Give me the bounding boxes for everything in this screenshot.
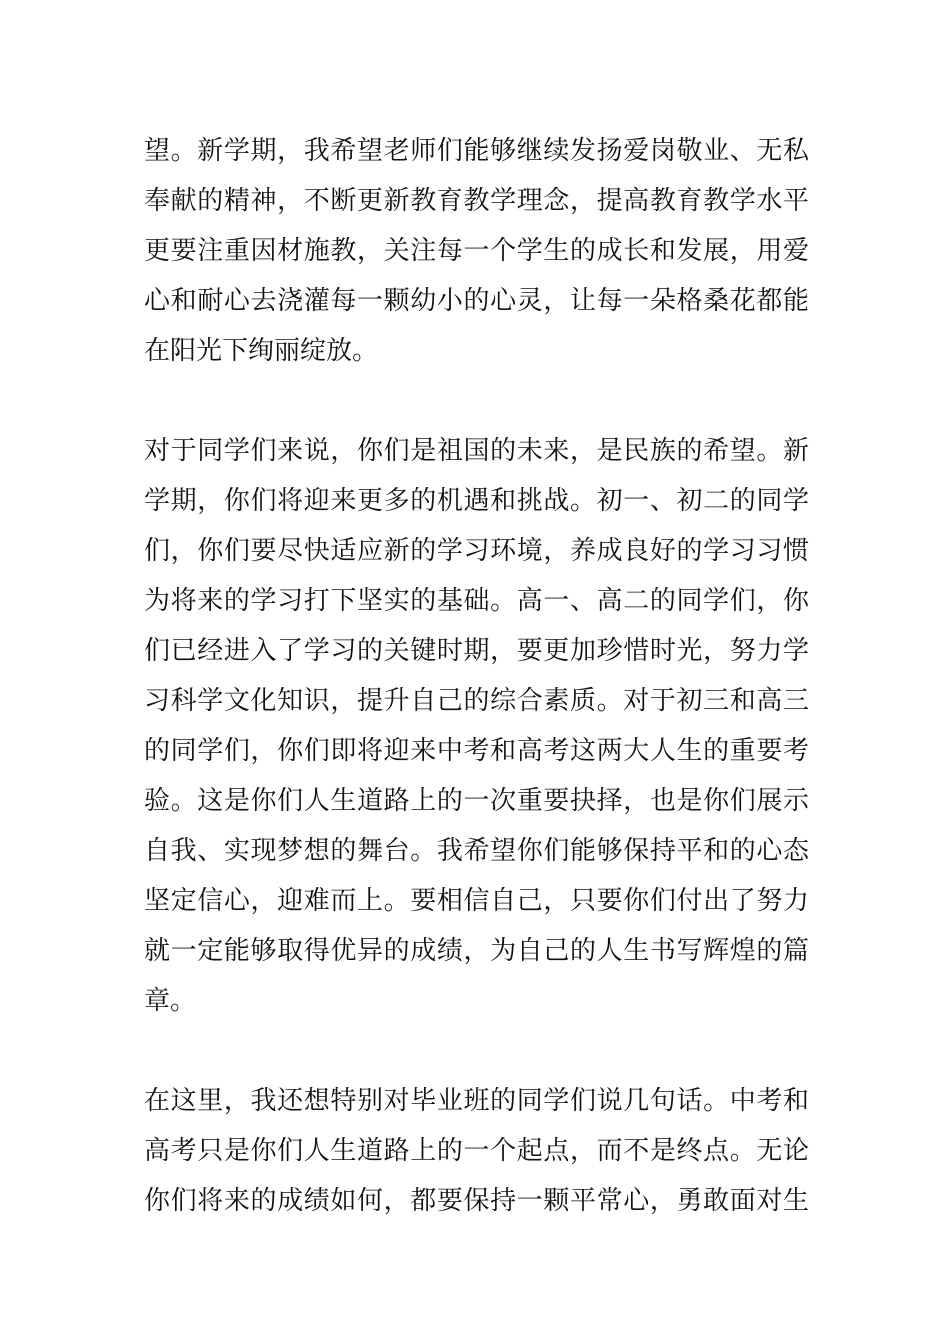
text-line: 在这里，我还想特别对毕业班的同学们说几句话。中考和 (144, 1086, 809, 1116)
paragraph-1 (144, 126, 809, 376)
text-line: 们已经进入了学习的关键时期，要更加珍惜时光，努力学 (144, 636, 809, 666)
paragraph-spacer (144, 376, 809, 426)
text-line: 心和耐心去浇灌每一颗幼小的心灵，让每一朵格桑花都能 (144, 286, 809, 316)
text-line: 对于同学们来说，你们是祖国的未来，是民族的希望。新 (144, 436, 809, 466)
text-line: 自我、实现梦想的舞台。我希望你们能够保持平和的心态 (144, 836, 809, 866)
text-line: 坚定信心，迎难而上。要相信自己，只要你们付出了努力 (144, 886, 809, 916)
paragraph-spacer (144, 1026, 809, 1076)
text-line: 望。新学期，我希望老师们能够继续发扬爱岗敬业、无私 (144, 136, 809, 166)
text-line: 高考只是你们人生道路上的一个起点，而不是终点。无论 (144, 1136, 809, 1166)
text-line: 就一定能够取得优异的成绩，为自己的人生书写辉煌的篇 (144, 936, 809, 966)
text-line: 奉献的精神，不断更新教育教学理念，提高教育教学水平 (144, 186, 809, 216)
text-line: 你们将来的成绩如何，都要保持一颗平常心，勇敢面对生 (144, 1186, 809, 1216)
paragraph-2 (144, 426, 809, 1026)
text-line: 验。这是你们人生道路上的一次重要抉择，也是你们展示 (144, 786, 809, 816)
document-body (144, 126, 809, 1226)
paragraph-3 (144, 1076, 809, 1226)
text-line: 的同学们，你们即将迎来中考和高考这两大人生的重要考 (144, 736, 809, 766)
text-line: 更要注重因材施教，关注每一个学生的成长和发展，用爱 (144, 236, 809, 266)
text-line: 章。 (144, 986, 197, 1016)
text-line: 习科学文化知识，提升自己的综合素质。对于初三和高三 (144, 686, 809, 716)
text-line: 们，你们要尽快适应新的学习环境，养成良好的学习习惯 (144, 536, 809, 566)
text-line: 学期，你们将迎来更多的机遇和挑战。初一、初二的同学 (144, 486, 809, 516)
text-line: 为将来的学习打下坚实的基础。高一、高二的同学们，你 (144, 586, 809, 616)
text-line: 在阳光下绚丽绽放。 (144, 336, 379, 366)
